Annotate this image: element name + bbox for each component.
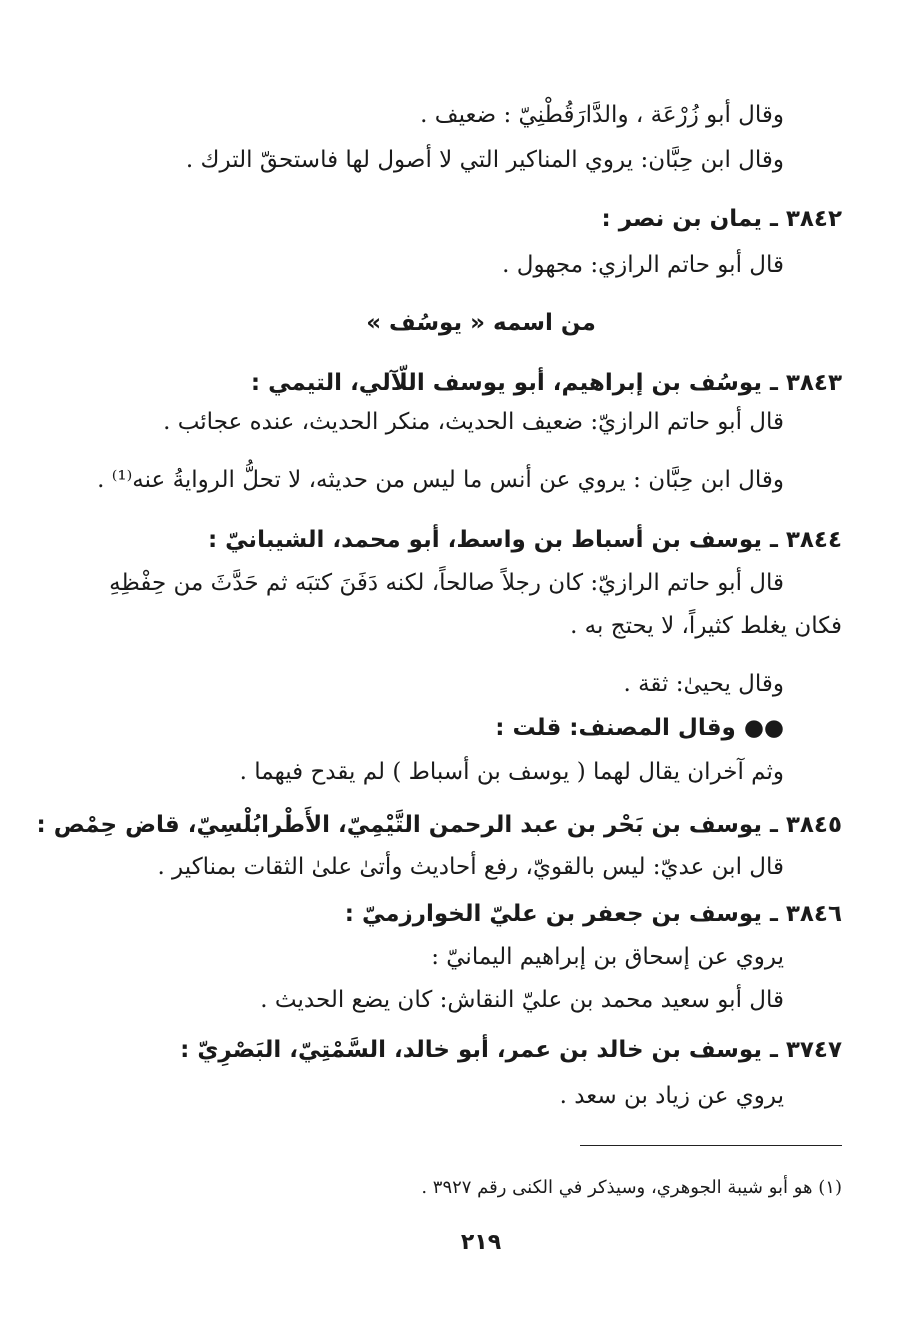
text-line-14: وثم آخران يقال لهما ( يوسف بن أسباط ) لم يقدح فيهما . [239,759,784,785]
author-note: ●● وقال المصنف: قلت : [495,715,784,741]
text-line-1: وقال أبو زُرْعَة ، والدَّارَقُطْنِيّ : ضعيف . [420,102,784,128]
page-number: ٢١٩ [460,1230,502,1255]
text-line-12: وقال يحيىٰ: ثقة . [623,671,784,697]
section-heading: من اسمه « يوسُف » [366,310,596,336]
text-line-10: قال أبو حاتم الرازيّ: كان رجلاً صالحاً، لكنه دَفَنَ كتبَه ثم حَدَّثَ من حِفْظِهِ [109,570,784,596]
entry-heading-3844: ٣٨٤٤ ـ يوسف بن أسباط بن واسط، أبو محمد، الشيبانيّ : [207,527,842,553]
entry-heading-3845: ٣٨٤٥ ـ يوسف بن بَحْر بن عبد الرحمن التَّيْمِيّ، الأَطْرابُلْسِيّ، قاض حِمْص : [36,812,842,838]
entry-heading-3842: ٣٨٤٢ ـ يمان بن نصر : [601,206,842,232]
text-line-7: قال أبو حاتم الرازيّ: ضعيف الحديث، منكر الحديث، عنده عجائب . [163,409,784,435]
entry-heading-3846: ٣٨٤٦ ـ يوسف بن جعفر بن عليّ الخوارزميّ : [344,901,842,927]
entry-heading-3747: ٣٧٤٧ ـ يوسف بن خالد بن عمر، أبو خالد، السَّمْتِيّ، البَصْرِيّ : [180,1037,842,1063]
footnote: (١) هو أبو شيبة الجوهري، وسيذكر في الكنى رقم ٣٩٢٧ . [421,1177,842,1198]
footnote-divider [580,1145,842,1146]
text-line-11: فكان يغلط كثيراً، لا يحتج به . [570,613,842,639]
text-line-18: يروي عن إسحاق بن إبراهيم اليمانيّ : [431,944,784,970]
page [36,0,842,1343]
text-line-19: قال أبو سعيد محمد بن عليّ النقاش: كان يضع الحديث . [260,987,784,1013]
text-line-16: قال ابن عديّ: ليس بالقويّ، رفع أحاديث وأتىٰ علىٰ الثقات بمناكير . [157,854,784,880]
text-line-2: وقال ابن حِبَّان: يروي المناكير التي لا أصول لها فاستحقّ الترك . [185,147,784,173]
text-line-4: قال أبو حاتم الرازي: مجهول . [502,252,784,278]
text-line-8: وقال ابن حِبَّان : يروي عن أنس ما ليس من حديثه، لا تحلُّ الروايةُ عنه⁽¹⁾ . [97,467,784,493]
entry-heading-3843: ٣٨٤٣ ـ يوسُف بن إبراهيم، أبو يوسف اللّآلي، التيمي : [250,370,842,396]
text-line-21: يروي عن زياد بن سعد . [559,1083,784,1109]
